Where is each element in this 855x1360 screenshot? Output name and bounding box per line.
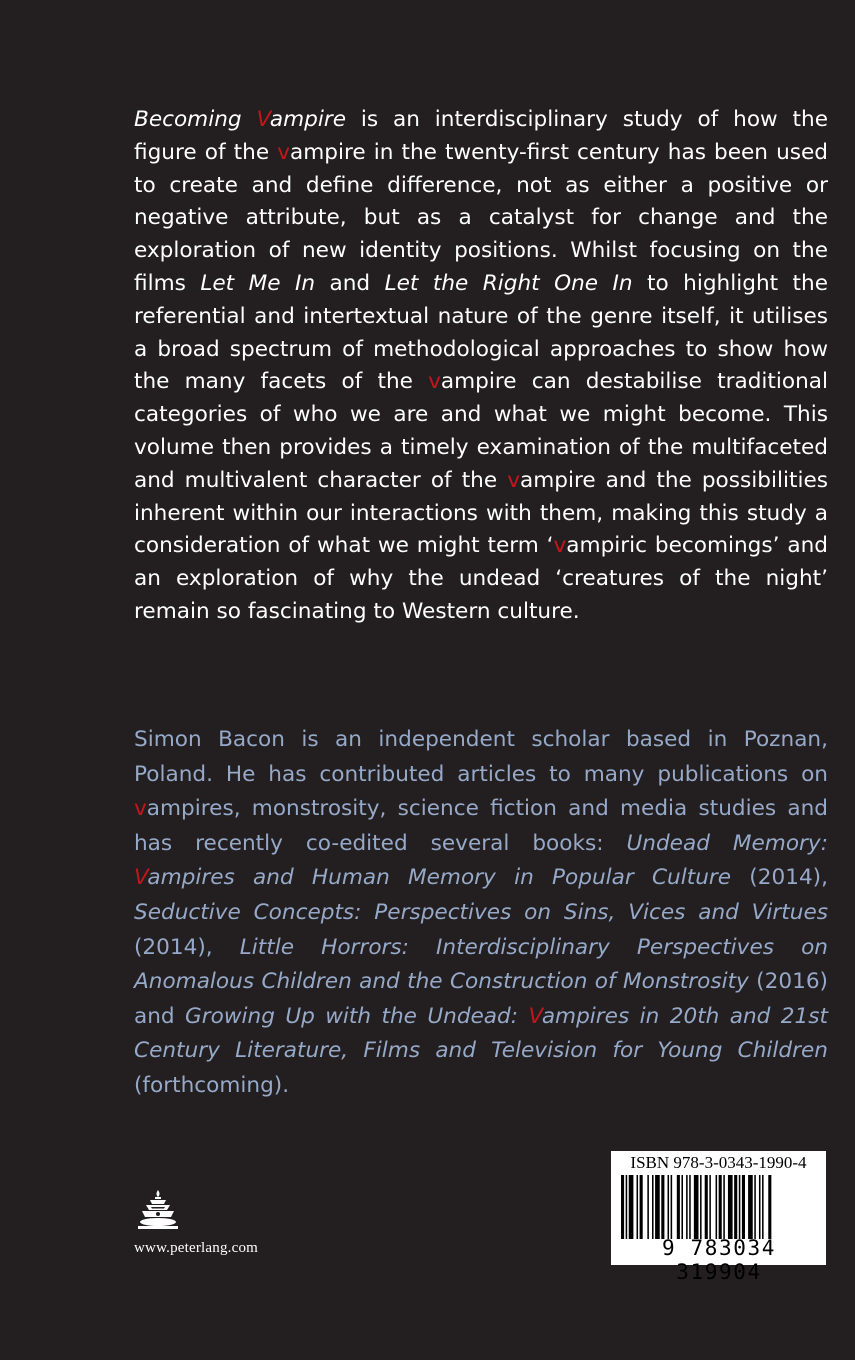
book-title: ampires and Human Memory in Popular Culture: [147, 865, 732, 891]
accent-letter: V: [256, 107, 270, 132]
accent-letter: v: [553, 533, 567, 559]
film-title: Let Me In: [200, 270, 316, 296]
peter-lang-lamp-icon: [136, 1188, 180, 1230]
film-title: Let the Right One In: [384, 270, 633, 296]
isbn-barcode: [611, 1151, 826, 1284]
book-title: ampires in 20th and 21st Century Literature, Films and Television for Young Children: [134, 1003, 828, 1064]
book-title: Becoming: [134, 107, 257, 132]
description-text: ampire in the twenty-first century has been used to create and define difference, not as either a positive or negative attribute, but as a catalyst for change and the exploration of new identity positions. Whilst focusing on the films: [134, 139, 828, 296]
description-text: ampiric becomings’ and an exploration of why the undead ‘creatures of the night’ remain so fascinating to Western culture.: [134, 533, 828, 624]
book-title: Undead Memory:: [626, 830, 828, 856]
description-text: ampire and the possibilities inherent within our interactions with them, making this study a consideration of what we might term ‘: [134, 467, 828, 559]
accent-letter: v: [134, 796, 147, 822]
description-text: and: [315, 270, 385, 296]
book-title: Little Horrors: Interdisciplinary Perspectives on Anomalous Children and the Construction of Monstrosity: [134, 934, 828, 995]
bio-text: (forthcoming).: [134, 1072, 290, 1098]
description-text: is an interdisciplinary study of how the figure of the: [134, 107, 828, 165]
barcode-bars: [619, 1175, 819, 1239]
isbn-label: ISBN 978-3-0343-1990-4: [630, 1153, 807, 1172]
accent-letter: v: [507, 467, 520, 493]
author-bio: [134, 723, 828, 1104]
publisher-website: www.peterlang.com: [134, 1240, 259, 1256]
bio-text: (2014),: [134, 934, 240, 960]
accent-letter: V: [528, 1003, 542, 1029]
accent-letter: V: [134, 865, 148, 891]
book-description: [134, 104, 828, 629]
isbn-digits: 9 783034 319904: [662, 1236, 776, 1284]
bio-text: (2014),: [731, 865, 828, 891]
accent-letter: v: [277, 139, 290, 165]
bio-text: (2016) and: [134, 969, 828, 1029]
book-title: Growing Up with the Undead:: [185, 1003, 529, 1029]
bio-text: ampires, monstrosity, science fiction and media studies and has recently co-edited several books:: [134, 796, 828, 856]
accent-letter: v: [428, 369, 441, 395]
book-title-end: ampire: [269, 107, 347, 132]
bio-text: Simon Bacon is an independent scholar based in Poznan, Poland. He has contributed articles to many publications on: [134, 727, 828, 787]
description-text: ampire can destabilise traditional categories of who we are and what we might become. This volume then provides a timely examination of the multifaceted and multivalent character of the: [134, 369, 829, 493]
description-text: to highlight the referential and intertextual nature of the genre itself, it utilises a broad spectrum of methodological approaches to show how the many facets of the: [134, 270, 829, 395]
book-title: Seductive Concepts: Perspectives on Sins, Vices and Virtues: [134, 899, 828, 925]
